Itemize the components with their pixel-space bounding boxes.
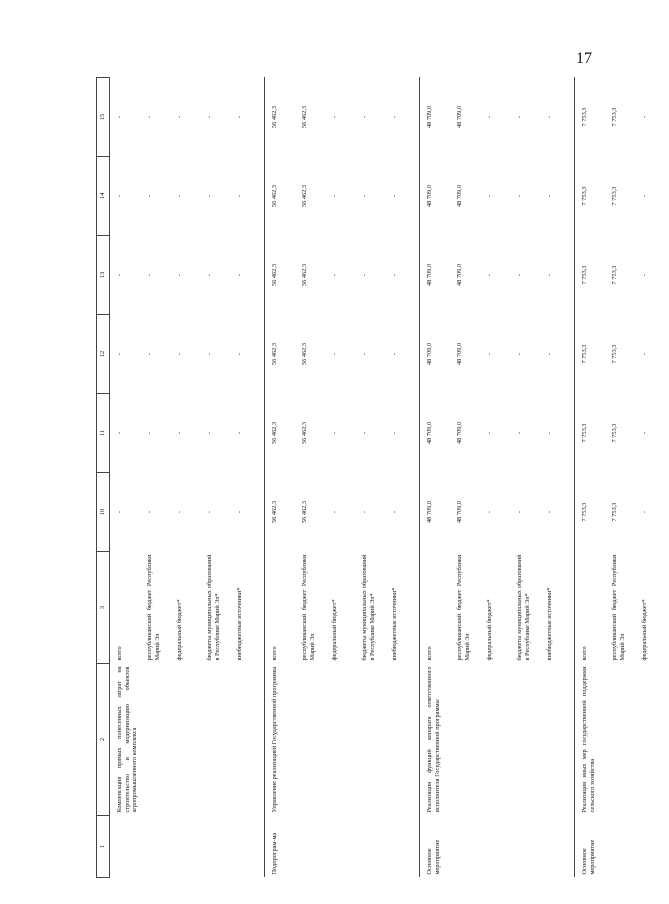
funding-source-cell: внебюджетные источники* <box>236 587 243 661</box>
amount-cell: - <box>516 115 523 119</box>
column-header-12: 12 <box>97 315 110 394</box>
amount-cell: 48 709,0 <box>420 157 455 236</box>
funding-source-cell: бюджеты муниципальных образований в Республике Марий Эл* <box>206 554 221 661</box>
amount-cell: - <box>641 115 648 119</box>
amount-cell: - <box>236 431 243 435</box>
amount-cell: 7 753,3 <box>575 394 610 473</box>
amount-cell: 56 462,3 <box>301 342 308 366</box>
amount-cell: - <box>361 194 368 198</box>
table-body <box>110 78 669 878</box>
amount-cell: - <box>391 352 398 356</box>
amount-cell: - <box>146 510 153 514</box>
amount-cell: 48 709,0 <box>420 236 455 315</box>
amount-cell: 56 462,3 <box>265 236 300 315</box>
amount-cell: - <box>516 352 523 356</box>
amount-cell: - <box>116 273 123 277</box>
amount-cell: - <box>176 194 183 198</box>
amount-cell: 48 709,0 <box>456 421 463 445</box>
amount-cell: - <box>361 510 368 514</box>
funding-source-cell: бюджеты муниципальных образований в Республике Марий Эл* <box>361 554 376 661</box>
amount-cell: - <box>331 273 338 277</box>
funding-source-cell: республиканский бюджет Республики Марий Эл <box>456 554 471 661</box>
amount-cell: - <box>206 352 213 356</box>
amount-cell: 48 709,0 <box>456 105 463 129</box>
amount-cell: 7 753,3 <box>611 423 618 443</box>
funding-source-cell: всего <box>116 646 123 661</box>
amount-cell: 7 753,3 <box>575 473 610 552</box>
amount-cell: - <box>361 431 368 435</box>
table-row <box>110 78 145 878</box>
amount-cell: - <box>391 510 398 514</box>
amount-cell: - <box>146 194 153 198</box>
amount-cell: - <box>116 352 123 356</box>
amount-cell: 56 462,3 <box>301 263 308 287</box>
amount-cell: - <box>546 115 553 119</box>
amount-cell: - <box>146 273 153 277</box>
amount-cell: - <box>206 431 213 435</box>
amount-cell: 56 462,3 <box>265 394 300 473</box>
amount-cell: - <box>331 352 338 356</box>
amount-cell: 48 709,0 <box>456 184 463 208</box>
amount-cell: - <box>516 194 523 198</box>
funding-source-cell: всего <box>575 552 610 664</box>
amount-cell: - <box>546 194 553 198</box>
funding-source-cell: федеральный бюджет* <box>331 599 338 661</box>
table-row <box>575 78 610 878</box>
table-row <box>420 78 455 878</box>
amount-cell: 56 462,3 <box>301 184 308 208</box>
amount-cell: 7 753,3 <box>575 236 610 315</box>
funding-source-cell: федеральный бюджет* <box>176 599 183 661</box>
amount-cell: 7 753,3 <box>611 265 618 285</box>
amount-cell: - <box>331 431 338 435</box>
amount-cell: 7 753,3 <box>575 157 610 236</box>
amount-cell: 56 462,3 <box>301 105 308 129</box>
column-header-11: 11 <box>97 394 110 473</box>
amount-cell: - <box>206 115 213 119</box>
program-type-cell: Основное мероприятие <box>420 816 575 878</box>
amount-cell: 48 709,0 <box>420 473 455 552</box>
column-header-14: 14 <box>97 157 110 236</box>
amount-cell: - <box>236 273 243 277</box>
amount-cell: - <box>206 273 213 277</box>
amount-cell: - <box>516 431 523 435</box>
program-type-cell <box>110 816 265 878</box>
amount-cell: - <box>206 194 213 198</box>
column-header-15: 15 <box>97 78 110 157</box>
amount-cell: 48 709,0 <box>420 394 455 473</box>
program-type-cell: Подпрограм-ма <box>265 816 420 878</box>
funding-source-cell: федеральный бюджет* <box>486 599 493 661</box>
amount-cell: - <box>516 273 523 277</box>
funding-source-cell: внебюджетные источники* <box>391 587 398 661</box>
amount-cell: 7 753,3 <box>575 78 610 157</box>
rotated-landscape-page <box>96 78 648 878</box>
amount-cell: - <box>206 510 213 514</box>
funding-source-cell: всего <box>420 552 455 664</box>
column-header-3: 3 <box>97 552 110 664</box>
amount-cell: 48 709,0 <box>420 78 455 157</box>
column-header-2: 2 <box>97 664 110 816</box>
amount-cell: - <box>361 352 368 356</box>
funding-source-cell: бюджеты муниципальных образований в Республике Марий Эл* <box>516 554 531 661</box>
amount-cell: - <box>391 273 398 277</box>
amount-cell: - <box>176 273 183 277</box>
table-row <box>265 78 300 878</box>
amount-cell: - <box>546 273 553 277</box>
amount-cell: - <box>176 510 183 514</box>
amount-cell: - <box>546 510 553 514</box>
amount-cell: 56 462,3 <box>265 78 300 157</box>
amount-cell: - <box>176 431 183 435</box>
amount-cell: 56 462,3 <box>265 473 300 552</box>
amount-cell: 7 753,3 <box>575 315 610 394</box>
program-name-cell: Реализация функций аппарата ответственного исполнителя Государственной программы <box>420 664 575 816</box>
amount-cell: 56 462,3 <box>265 315 300 394</box>
amount-cell: 48 709,0 <box>420 315 455 394</box>
amount-cell: - <box>236 194 243 198</box>
amount-cell: - <box>116 194 123 198</box>
amount-cell: 7 753,3 <box>611 107 618 127</box>
funding-source-cell: федеральный бюджет* <box>641 599 648 661</box>
amount-cell: - <box>486 431 493 435</box>
funding-source-cell: внебюджетные источники* <box>546 587 553 661</box>
amount-cell: - <box>546 431 553 435</box>
amount-cell: - <box>331 510 338 514</box>
amount-cell: - <box>236 115 243 119</box>
amount-cell: - <box>146 115 153 119</box>
amount-cell: - <box>361 273 368 277</box>
amount-cell: 7 753,3 <box>611 186 618 206</box>
amount-cell: 48 709,0 <box>456 342 463 366</box>
amount-cell: 7 753,3 <box>611 502 618 522</box>
amount-cell: - <box>116 510 123 514</box>
funding-source-cell: республиканский бюджет Республики Марий Эл <box>611 554 626 661</box>
amount-cell: - <box>236 352 243 356</box>
amount-cell: - <box>331 115 338 119</box>
program-type-cell: Основное мероприятие <box>575 816 669 878</box>
amount-cell: - <box>546 352 553 356</box>
amount-cell: - <box>391 115 398 119</box>
funding-source-cell: всего <box>265 552 300 664</box>
amount-cell: - <box>176 352 183 356</box>
amount-cell: - <box>641 273 648 277</box>
page-number: 17 <box>576 50 592 67</box>
amount-cell: 56 462,3 <box>301 421 308 445</box>
column-header-10: 10 <box>97 473 110 552</box>
amount-cell: 7 753,3 <box>611 344 618 364</box>
amount-cell: - <box>146 352 153 356</box>
header-row <box>97 78 110 878</box>
amount-cell: - <box>236 510 243 514</box>
amount-cell: 56 462,3 <box>301 500 308 524</box>
program-name-cell: Реализация иных мер государственной поддержки сельского хозяйства <box>575 664 669 816</box>
amount-cell: - <box>116 115 123 119</box>
amount-cell: - <box>486 194 493 198</box>
amount-cell: - <box>641 510 648 514</box>
amount-cell: - <box>486 273 493 277</box>
amount-cell: - <box>641 194 648 198</box>
amount-cell: - <box>486 115 493 119</box>
financing-table <box>96 77 669 878</box>
amount-cell: 56 462,3 <box>265 157 300 236</box>
amount-cell: - <box>361 115 368 119</box>
funding-source-cell: республиканский бюджет Республики Марий Эл <box>301 554 316 661</box>
amount-cell: - <box>641 352 648 356</box>
amount-cell: - <box>391 431 398 435</box>
amount-cell: - <box>486 352 493 356</box>
program-name-cell: Управление реализацией Государственной программы <box>265 664 420 816</box>
amount-cell: 48 709,0 <box>456 500 463 524</box>
funding-source-cell: республиканский бюджет Республики Марий Эл <box>146 554 161 661</box>
amount-cell: - <box>641 431 648 435</box>
amount-cell: - <box>516 510 523 514</box>
amount-cell: - <box>146 431 153 435</box>
program-name-cell: Компенсация прямых понесенных затрат на строительство и модернизацию объектов агропромышленного комплекса <box>116 666 139 813</box>
amount-cell: - <box>116 431 123 435</box>
column-header-13: 13 <box>97 236 110 315</box>
amount-cell: - <box>331 194 338 198</box>
amount-cell: - <box>486 510 493 514</box>
amount-cell: - <box>391 194 398 198</box>
amount-cell: 48 709,0 <box>456 263 463 287</box>
amount-cell: - <box>176 115 183 119</box>
column-header-1: 1 <box>97 816 110 878</box>
